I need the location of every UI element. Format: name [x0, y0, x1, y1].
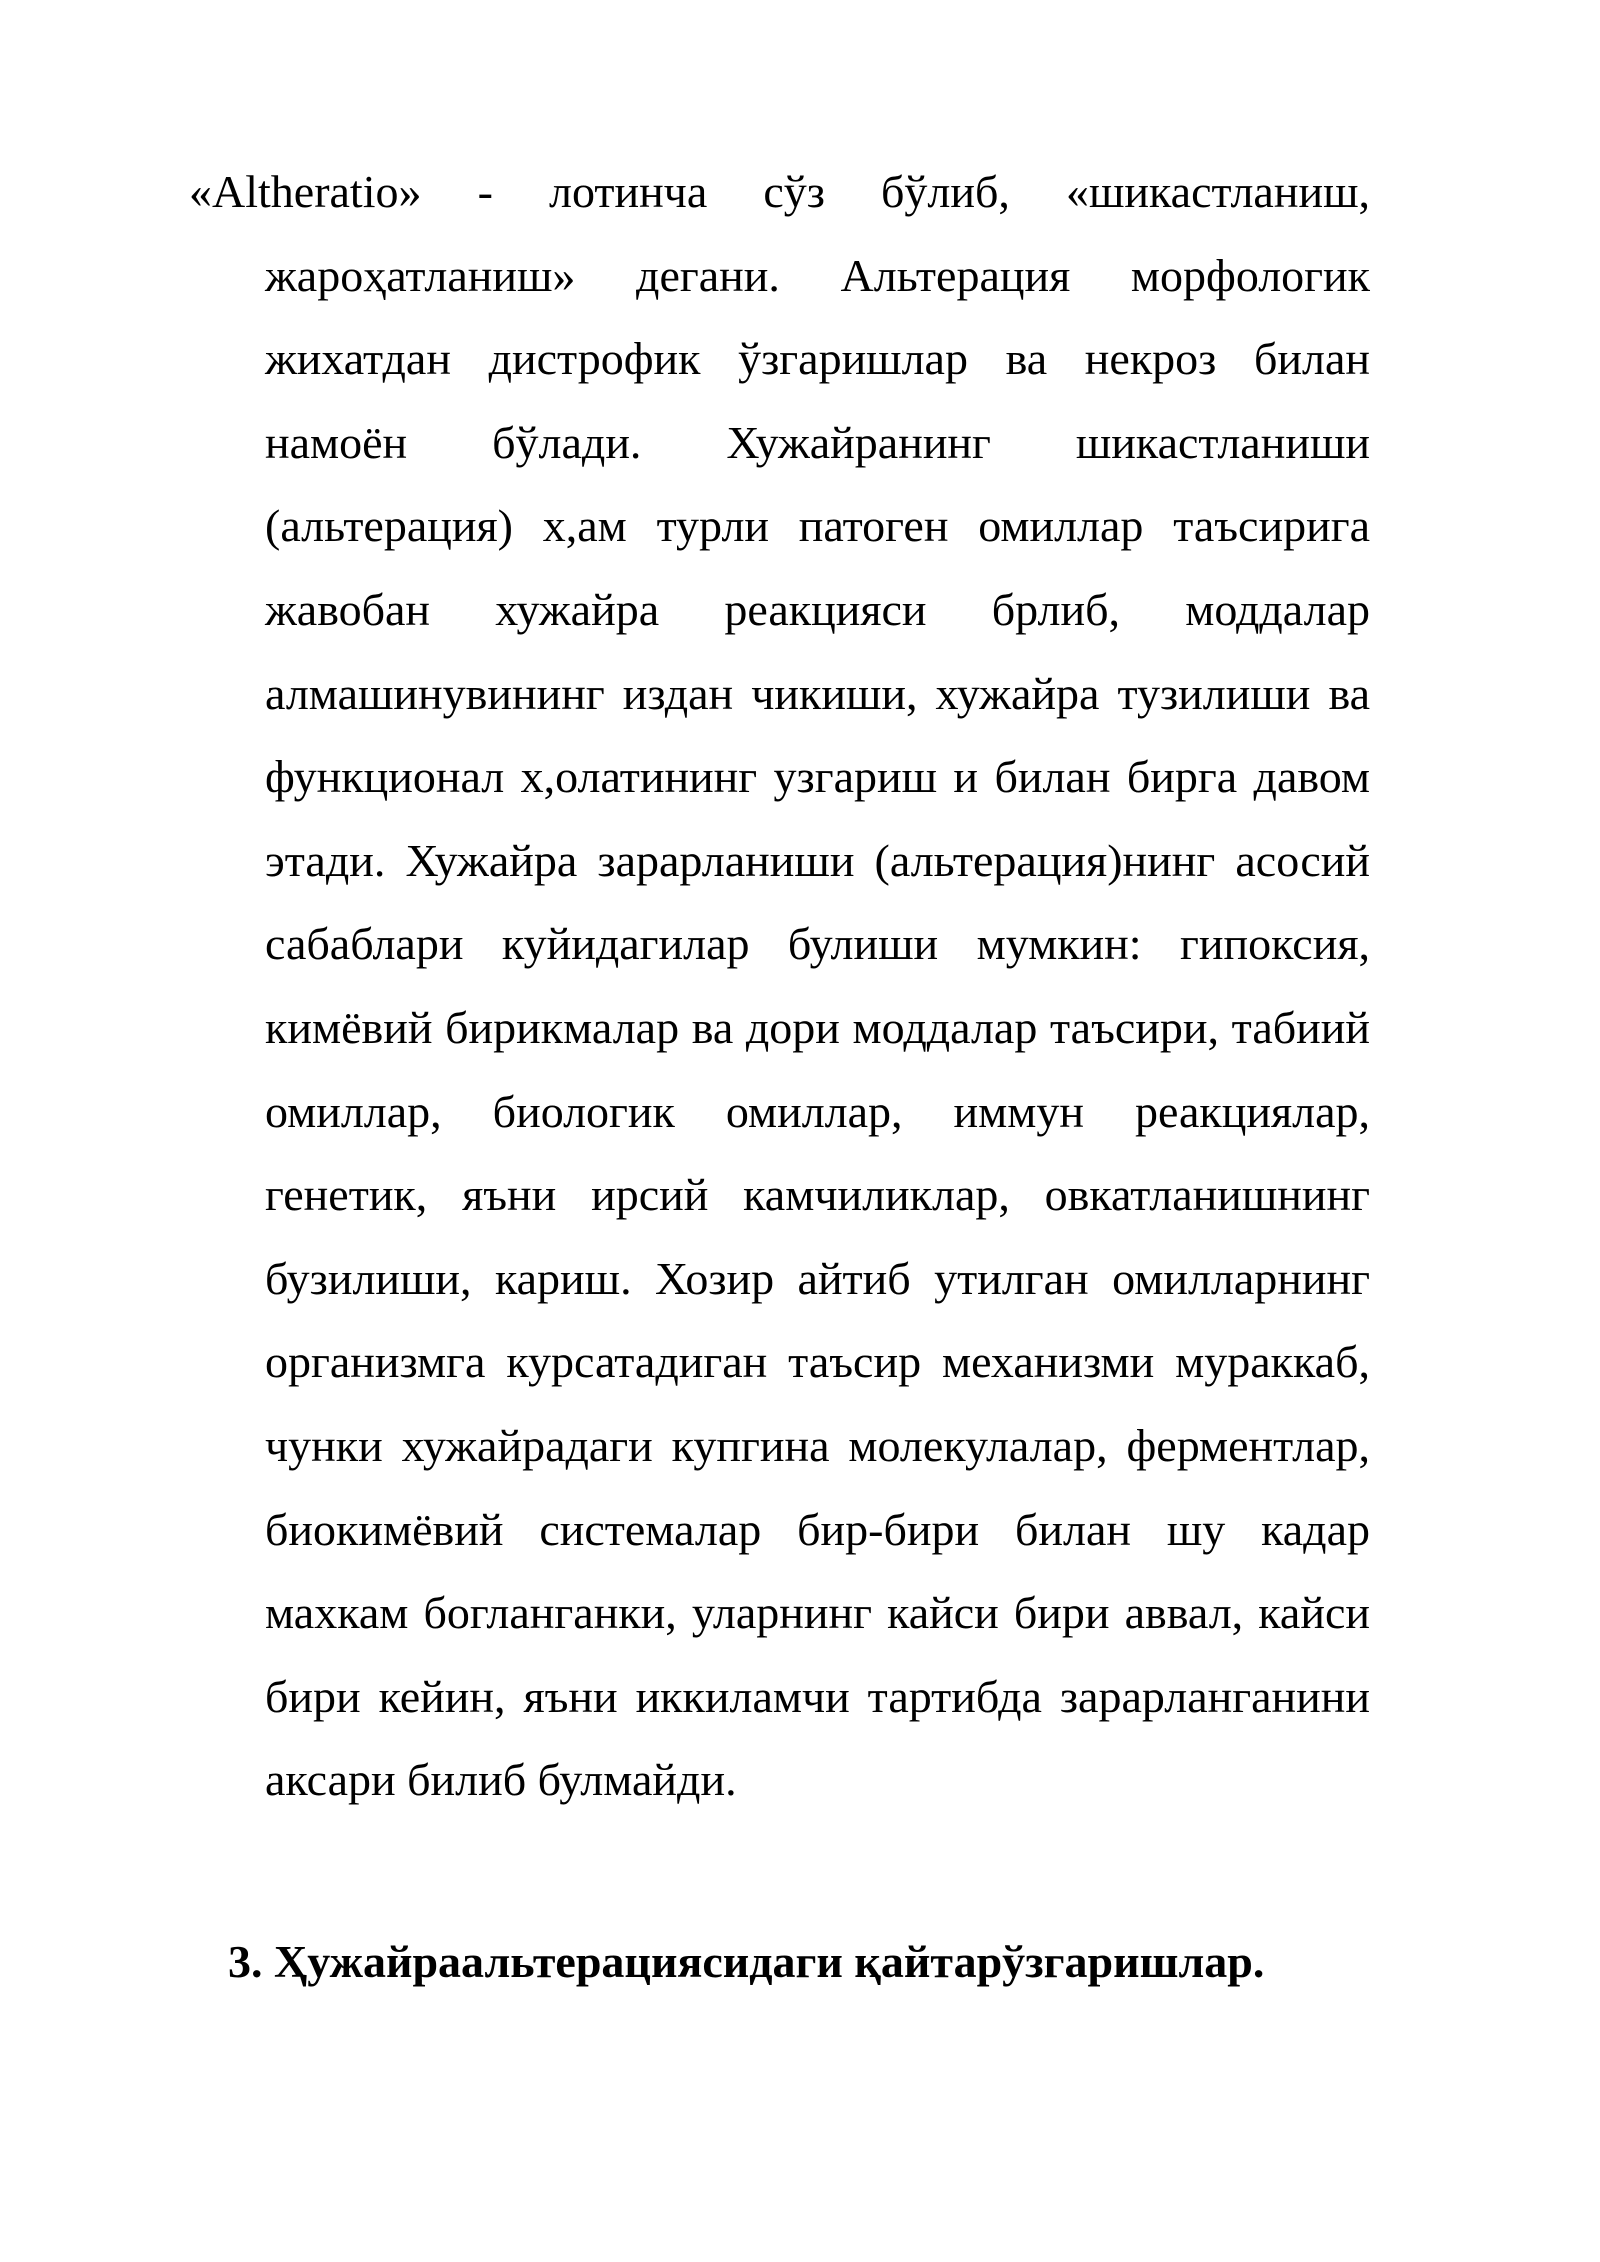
section-heading: 3. Ҳужайраальтерациясидаги қайтарўзгаришлар.: [228, 1936, 1265, 1987]
body-paragraph: «Altheratio» - лотинча сўз бўлиб, «шикастланиш, жароҳатланиш» дегани. Альтерация морфологик жихатдан дистрофик ўзгаришлар ва некроз билан намоён бўлади. Хужайранинг шикастланиши (альтерация) х,ам турли патоген омиллар таъсирига жавобан хужайра реакцияси брлиб, моддалар алмашинувининг издан чикиши, хужайра тузилиши ва функционал х,олатининг узгариш и билан бирга давом этади. Хужайра зарарланиши (альтерация)нинг асосий сабаблари куйидагилар булиши мумкин: гипоксия, кимёвий бирикмалар ва дори моддалар таъсири, табиий омиллар, биологик омиллар, иммун реакциялар, генетик, яъни ирсий камчиликлар, овкатланишнинг бузилиши, кариш. Хозир айтиб утилган омилларнинг организмга курсатадиган таъсир механизми мураккаб, чунки хужайрадаги купгина молекулалар, ферментлар, биокимёвий системалар бир-бири билан шу кадар махкам богланганки, уларнинг кайси бири аввал, кайси бири кейин, яъни иккиламчи тартибда зарарланганини аксари билиб булмайди.: [189, 166, 1370, 1806]
